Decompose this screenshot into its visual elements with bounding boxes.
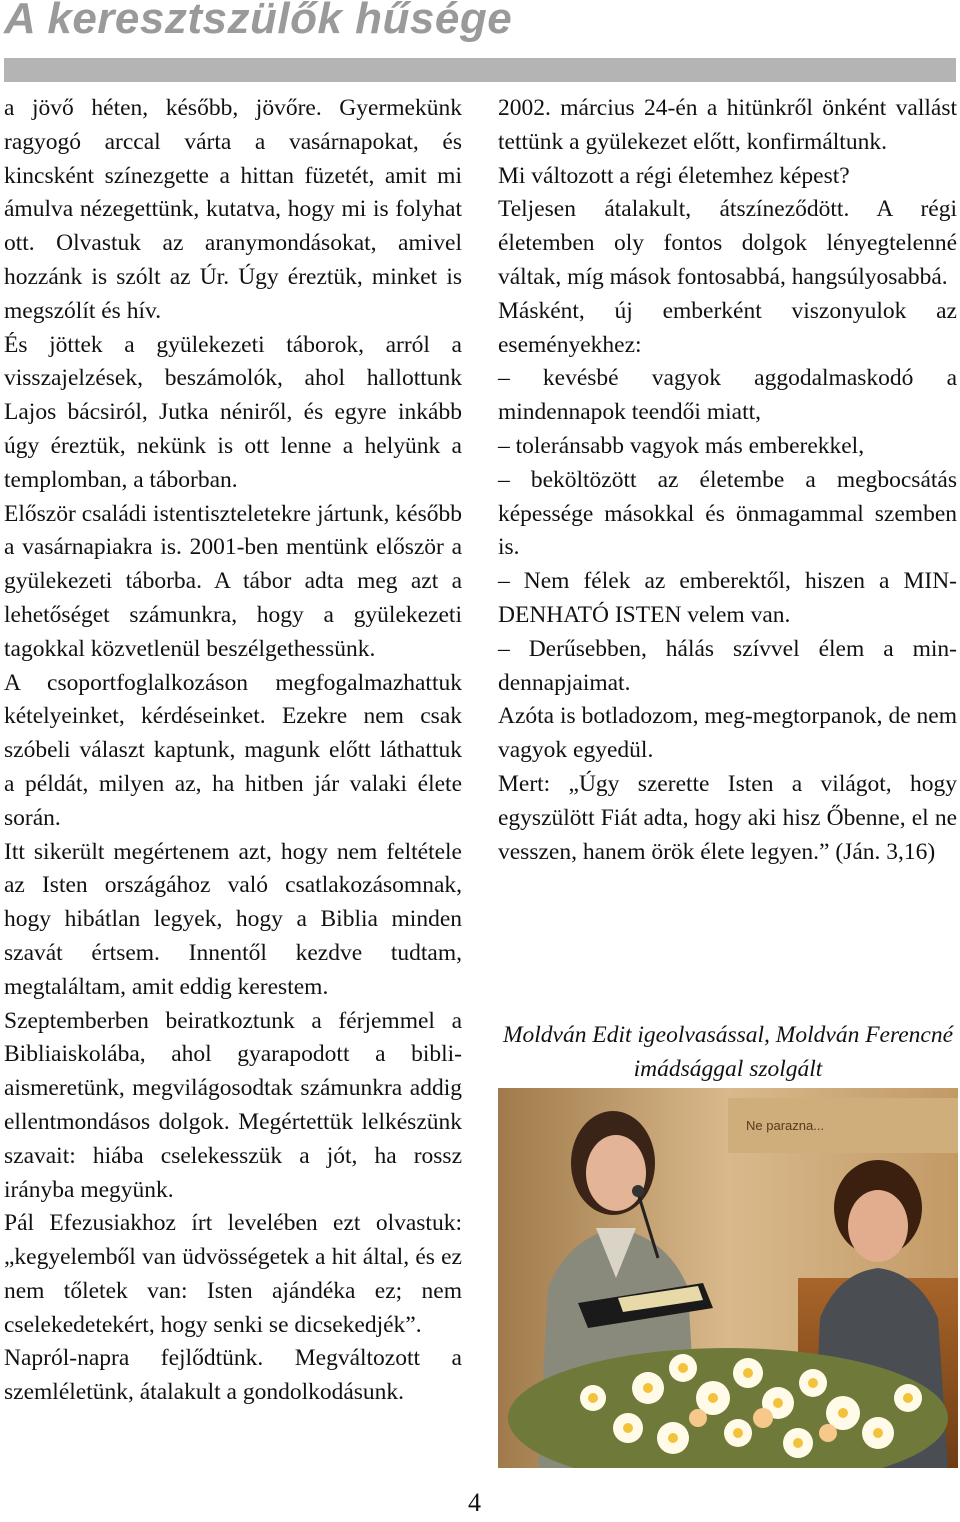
paragraph: Itt sikerült megértenem azt, hogy nem feltétele az Isten országához való csatlakozásomnak, hogy hibátlan legyek, hogy a Biblia minden szavát értsem. Innentől kezdve tudtam, megtaláltam, amit eddig kerestem. [4,838,462,1000]
photo-caption-line: imádsággal szolgált [633,1056,823,1082]
paragraph: 2002. március 24-én a hitünkről önként vallást tettünk a gyülekezet előtt, konfirmáltunk. [498,95,957,155]
photo-illustration [498,1088,958,1468]
face [586,1135,646,1211]
list-item: – toleránsabb vagyok más emberekkel, [498,432,865,459]
banner-text: Ne parazna... [746,1118,825,1133]
paragraph: És jöttek a gyülekezeti táborok, arról a visszajelzések, beszámolók, ahol hallottunk Lajos bácsiról, Jutka néniről, és egyre inkább úgy éreztük, nekünk is ott lenne a helyünk a templomban, a táborban. [4,331,462,493]
church-reading-photo [498,1088,958,1468]
paragraph: Másként, új emberként viszonyulok az eseményekhez: [498,297,957,358]
left-text-column [4,92,462,1410]
paragraph: Pál Efezusiakhoz írt levelében ezt olvastuk: „kegyelemből van üdvösségetek a hit által, és ez nem tőletek van: Isten ajándéka ez; nem cselekedetekért, hogy senki se dicsekedjék”. [4,1210,462,1338]
paragraph: Először családi istentiszteletekre jártunk, később a vasárnapiakra is. 2001-ben mentünk először a gyülekezeti táborba. A tábor adta meg azt a lehetőséget számunkra, hogy a gyülekezeti tagokkal közvetlenül beszélgethessünk. [4,500,462,662]
paragraph: Szeptemberben beiratkoztunk a férjemmel a Bibliaiskolába, ahol gyarapodott a bibliaismeretünk, megvilágosodtak számunkra addig ellentmondásos dolgok. Megértettük lelkészünk szavait: hiába cselekesszük a jót, ha rossz irányba megyünk. [4,1007,462,1203]
paragraph: Mi változott a régi életemhez képest? [498,162,850,189]
paragraph: a jövő héten, később, jövőre. Gyermekünk ragyogó arccal várta a vasárnapokat, és kincsként színezgette a hittan füzetét, amit mi ámulva nézegettünk, kutatva, hogy mi is folyhat ott. Olvastuk az aranymondásokat, amivel hozzánk is szólt az Úr. Úgy éreztük, minket is megszólít és hív. [4,95,462,324]
page-number: 4 [468,1488,481,1517]
paragraph: Napról-napra fejlődtünk. Megváltozott a szemléletünk, átalakult a gondolkodásunk. [4,1345,462,1406]
list-item: – Nem félek az emberektől, hiszen a MINDENHATÓ ISTEN velem van. [498,568,957,628]
list-item: – beköltözött az életembe a megbocsátás képessége másokkal és önmagammal szemben is. [498,466,957,561]
article-title: A keresztszülők hűsége [4,0,513,43]
list-item: – kevésbé vagyok aggodalmaskodó a mindennapok teendői miatt, [498,365,957,426]
right-text-column [498,92,957,869]
paragraph: Azóta is botladozom, meg-megtorpanok, de nem vagyok egyedül. [498,703,957,764]
photo-caption-line: Moldván Edit igeolvasással, Moldván Ferencné [502,1022,954,1048]
paragraph: A csoportfoglalkozáson megfogalmazhattuk kételyeinket, kérdéseinket. Ezekre nem csak szóbeli választ kaptunk, magunk előtt láthattuk a példát, milyen az, ha hitben jár valaki élete során. [4,669,462,831]
photo-caption [498,1018,958,1086]
paragraph: Teljesen átalakult, átszíneződött. A régi életemben oly fontos dolgok lényegtelenné váltak, míg mások fontosabbá, hangsúlyosabbá. [498,196,957,290]
bible-quote-paragraph: Mert: „Úgy szerette Isten a világot, hogy egyszülött Fiát adta, hogy aki hisz Őbenne, el ne vesszen, hanem örök élete legyen.” (Ján. 3,16) [498,770,957,865]
microphone-icon [632,1185,644,1197]
title-underline-bar [4,58,956,82]
list-item: – Derűsebben, hálás szívvel élem a mindennapjaimat. [498,635,957,696]
face [848,1190,908,1262]
